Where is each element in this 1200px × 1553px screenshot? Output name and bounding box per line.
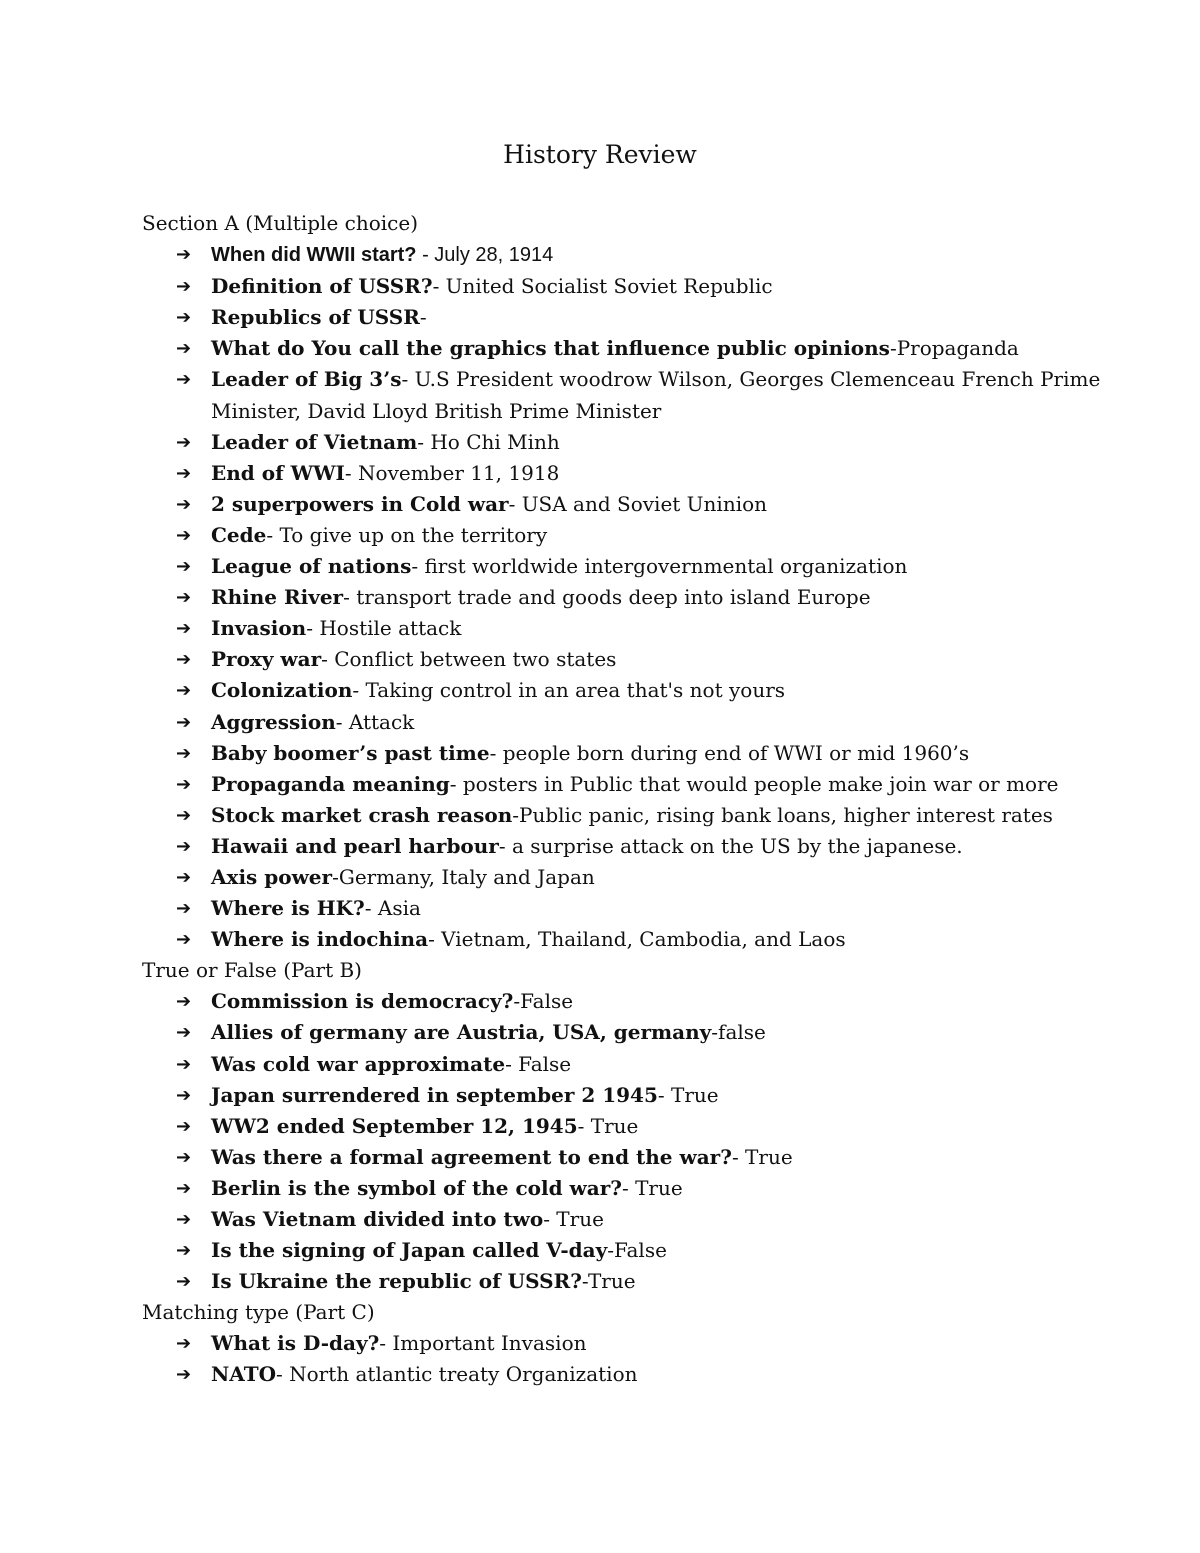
answer-text: - To give up on the territory	[266, 522, 548, 547]
answer-text: - Hostile attack	[306, 616, 462, 641]
arrow-bullet-icon: ➔	[176, 1364, 192, 1386]
answer-text: - True	[731, 1144, 793, 1169]
answer-text: -True	[581, 1269, 636, 1294]
list-item	[142, 613, 1152, 644]
arrow-bullet-icon: ➔	[176, 1115, 192, 1137]
arrow-bullet-icon: ➔	[176, 1209, 192, 1230]
question-text: Aggression	[211, 709, 336, 734]
arrow-bullet-icon: ➔	[176, 431, 192, 453]
question-text: WW2 ended September 12, 1945	[211, 1113, 578, 1138]
list-item	[142, 1111, 1152, 1142]
list-item	[142, 364, 1152, 426]
answer-text: -Propaganda	[889, 336, 1019, 361]
list-item	[142, 707, 1152, 738]
list-item	[142, 924, 1152, 955]
list-item	[142, 893, 1152, 924]
arrow-bullet-icon: ➔	[176, 898, 192, 920]
section-c	[142, 1297, 1152, 1390]
question-text: NATO	[211, 1362, 277, 1387]
answer-text: -	[419, 305, 427, 330]
question-text: Republics of USSR	[211, 305, 420, 330]
section-heading: True or False (Part B)	[142, 958, 362, 983]
list-item	[142, 582, 1152, 613]
answer-text: - True	[543, 1207, 604, 1231]
list-item	[142, 333, 1152, 364]
arrow-bullet-icon: ➔	[176, 991, 192, 1013]
answer-text: - people born during end of WWI or mid 1960’s	[489, 740, 970, 765]
question-text: What do You call the graphics that influence public opinions	[211, 336, 890, 361]
answer-text: - posters in Public that would people make join war or more	[449, 771, 1059, 796]
arrow-bullet-icon: ➔	[176, 1333, 192, 1355]
list-item	[142, 520, 1152, 551]
question-text: 2 superpowers in Cold war	[211, 491, 509, 516]
arrow-bullet-icon: ➔	[176, 1240, 192, 1262]
answer-text: - Vietnam, Thailand, Cambodia, and Laos	[428, 927, 846, 952]
answer-text: - July 28, 1914	[416, 244, 554, 267]
answer-text: - November 11, 1918	[344, 460, 560, 485]
arrow-bullet-icon: ➔	[176, 556, 192, 578]
question-text: Colonization	[211, 678, 353, 703]
arrow-bullet-icon: ➔	[176, 1177, 192, 1199]
list-item	[142, 239, 1152, 271]
arrow-bullet-icon: ➔	[176, 866, 192, 888]
answer-text: - Asia	[364, 896, 421, 921]
section-b	[142, 955, 1152, 1297]
arrow-bullet-icon: ➔	[176, 493, 192, 515]
arrow-bullet-icon: ➔	[176, 1053, 192, 1075]
question-list	[142, 986, 1152, 1297]
arrow-bullet-icon: ➔	[176, 524, 192, 546]
question-text: Berlin is the symbol of the cold war?	[211, 1175, 622, 1200]
arrow-bullet-icon: ➔	[176, 1271, 192, 1293]
arrow-bullet-icon: ➔	[176, 1146, 192, 1168]
question-text: Japan surrendered in september 2 1945	[211, 1082, 658, 1107]
question-text: Definition of USSR?	[211, 274, 433, 299]
answer-text: - True	[657, 1082, 719, 1107]
answer-text: -False	[513, 989, 574, 1014]
arrow-bullet-icon: ➔	[176, 618, 192, 640]
arrow-bullet-icon: ➔	[176, 307, 192, 329]
question-text: Was cold war approximate	[211, 1051, 506, 1076]
arrow-bullet-icon: ➔	[176, 835, 192, 857]
list-item	[142, 1080, 1152, 1111]
question-text: Axis power	[211, 864, 333, 889]
arrow-bullet-icon: ➔	[176, 649, 192, 671]
answer-text: - True	[577, 1113, 639, 1138]
page-title: History Review	[503, 140, 697, 169]
arrow-bullet-icon: ➔	[176, 338, 192, 360]
question-text: Is the signing of Japan called V-day	[211, 1238, 608, 1263]
list-item	[142, 1142, 1152, 1173]
arrow-bullet-icon: ➔	[176, 1022, 192, 1044]
section-heading: Matching type (Part C)	[142, 1300, 375, 1325]
arrow-bullet-icon: ➔	[176, 244, 192, 266]
arrow-bullet-icon: ➔	[176, 462, 192, 484]
question-text: Hawaii and pearl harbour	[211, 833, 499, 858]
list-item	[142, 738, 1152, 769]
answer-text: - Important Invasion	[379, 1331, 587, 1356]
question-text: Leader of Vietnam	[211, 429, 418, 454]
question-text: End of WWI	[211, 460, 345, 485]
answer-text: - Taking control in an area that's not yours	[352, 678, 786, 703]
question-list	[142, 1328, 1152, 1390]
list-item	[142, 1173, 1152, 1204]
question-text: League of nations	[211, 554, 412, 579]
list-item	[142, 302, 1152, 333]
answer-text: - transport trade and goods deep into island Europe	[343, 585, 871, 610]
list-item	[142, 862, 1152, 893]
list-item	[142, 1049, 1152, 1080]
list-item	[142, 831, 1152, 862]
answer-text: - United Socialist Soviet Republic	[432, 274, 773, 299]
answer-text: - North atlantic treaty Organization	[276, 1362, 638, 1387]
question-text: Rhine River	[211, 585, 344, 610]
answer-text: - Attack	[335, 709, 415, 734]
document-body	[142, 208, 1152, 1391]
question-text: What is D-day?	[211, 1331, 380, 1356]
answer-text: -Germany, Italy and Japan	[332, 864, 595, 889]
question-text: Baby boomer’s past time	[211, 740, 490, 765]
question-list	[142, 239, 1152, 955]
list-item	[142, 1266, 1152, 1297]
question-text: Allies of germany are Austria, USA, germany	[211, 1020, 712, 1045]
list-item	[142, 644, 1152, 675]
list-item	[142, 1017, 1152, 1048]
answer-text: - a surprise attack on the US by the japanese.	[498, 833, 963, 858]
arrow-bullet-icon: ➔	[176, 276, 192, 298]
answer-text: - Conflict between two states	[321, 647, 617, 672]
list-item	[142, 551, 1152, 582]
question-text: Proxy war	[211, 647, 322, 672]
question-text: Stock market crash reason	[211, 802, 513, 827]
arrow-bullet-icon: ➔	[176, 587, 192, 609]
question-text: When did WWII start?	[211, 244, 417, 267]
arrow-bullet-icon: ➔	[176, 680, 192, 702]
question-text: Invasion	[211, 616, 307, 641]
arrow-bullet-icon: ➔	[176, 369, 192, 391]
list-item	[142, 458, 1152, 489]
section-heading: Section A (Multiple choice)	[142, 211, 418, 235]
question-text: Cede	[211, 522, 267, 547]
question-text: Where is HK?	[211, 896, 365, 921]
list-item	[142, 1235, 1152, 1266]
answer-text: - USA and Soviet Uninion	[508, 491, 768, 516]
arrow-bullet-icon: ➔	[176, 773, 192, 795]
answer-text: -Public panic, rising bank loans, higher interest rates	[512, 802, 1053, 827]
list-item	[142, 489, 1152, 520]
question-text: Where is indochina	[211, 927, 429, 952]
arrow-bullet-icon: ➔	[176, 804, 192, 826]
list-item	[142, 427, 1152, 458]
question-text: Is Ukraine the republic of USSR?	[211, 1269, 582, 1294]
list-item	[142, 271, 1152, 302]
list-item	[142, 1204, 1152, 1235]
list-item	[142, 675, 1152, 706]
question-text: Leader of Big 3’s	[211, 367, 402, 392]
list-item	[142, 1359, 1152, 1390]
list-item	[142, 1328, 1152, 1359]
answer-text: -False	[607, 1238, 667, 1263]
answer-text: - False	[505, 1051, 572, 1076]
answer-text: - U.S President woodrow Wilson, Georges Clemenceau French Prime Minister, David Lloyd British Prime Minister	[211, 367, 1101, 423]
answer-text: - True	[621, 1175, 683, 1200]
answer-text: - Ho Chi Minh	[417, 429, 560, 454]
arrow-bullet-icon: ➔	[176, 742, 192, 764]
question-text: Commission is democracy?	[211, 989, 514, 1014]
question-text: Was Vietnam divided into two	[211, 1207, 544, 1231]
answer-text: -false	[711, 1020, 766, 1045]
question-text: Was there a formal agreement to end the war?	[211, 1144, 732, 1169]
answer-text: - first worldwide intergovernmental organization	[411, 554, 908, 579]
section-a	[142, 208, 1152, 955]
list-item	[142, 800, 1152, 831]
arrow-bullet-icon: ➔	[176, 1084, 192, 1106]
list-item	[142, 769, 1152, 800]
question-text: Propaganda meaning	[211, 771, 450, 796]
arrow-bullet-icon: ➔	[176, 929, 192, 951]
arrow-bullet-icon: ➔	[176, 711, 192, 733]
list-item	[142, 986, 1152, 1017]
